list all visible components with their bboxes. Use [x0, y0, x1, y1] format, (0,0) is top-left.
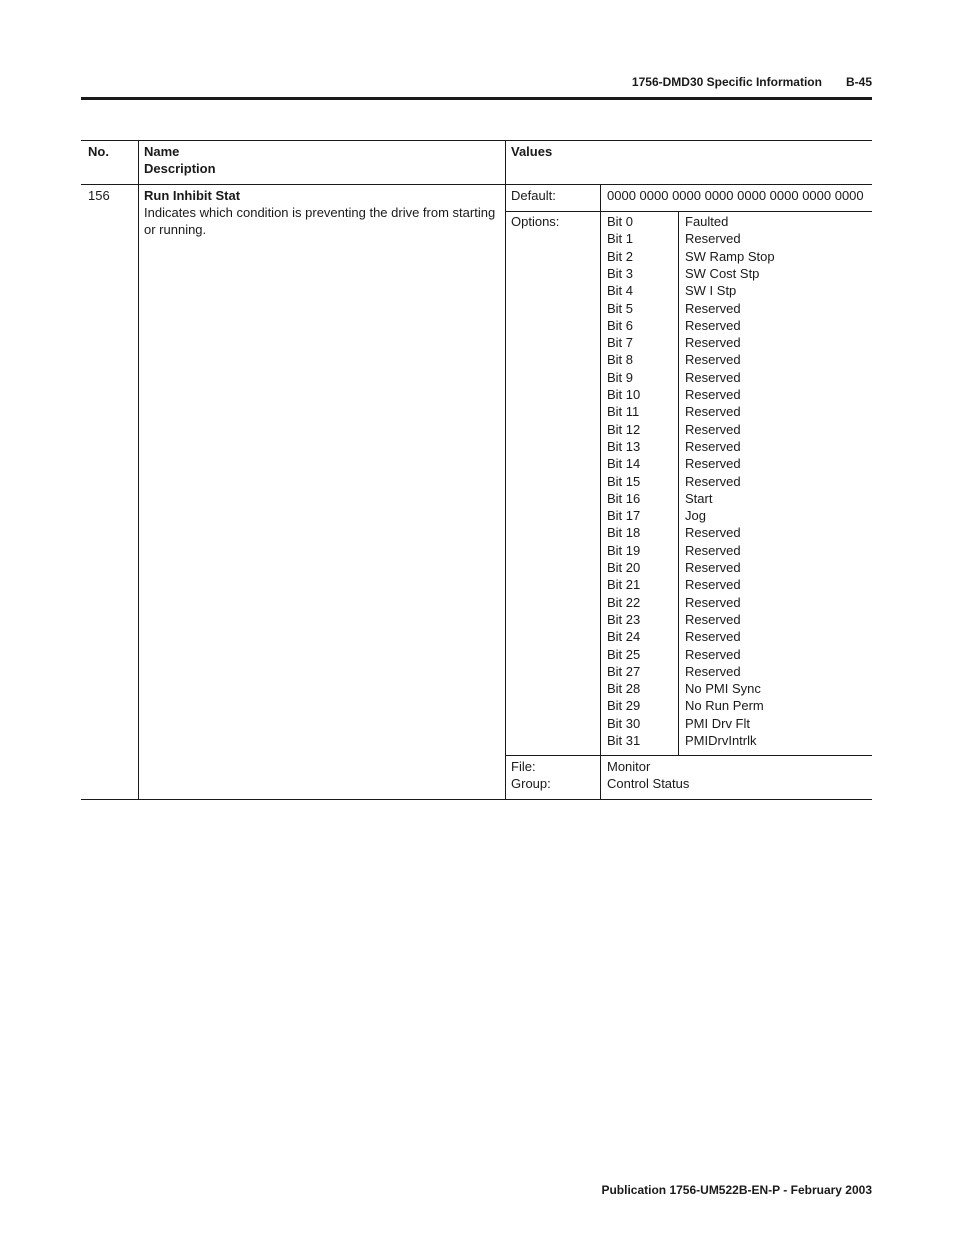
- option-bit: Bit 4: [607, 283, 634, 299]
- option-row: [607, 715, 879, 732]
- option-name: PMIDrvIntrlk: [685, 733, 757, 748]
- publication-footer: Publication 1756-UM522B-EN-P - February 2003: [601, 1183, 872, 1197]
- group-label: Group:: [511, 776, 551, 791]
- option-row: [607, 213, 879, 230]
- option-name: Reserved: [685, 594, 741, 610]
- page-number: B-45: [845, 75, 872, 89]
- option-row: [607, 542, 879, 559]
- option-name: Reserved: [685, 663, 741, 679]
- option-name: Reserved: [685, 577, 741, 593]
- option-bit: Bit 7: [607, 335, 634, 351]
- file-label: File:: [511, 759, 536, 774]
- option-row: [607, 663, 879, 680]
- option-name: No Run Perm: [685, 698, 764, 714]
- option-bit: Bit 9: [607, 369, 634, 385]
- col-divider-values: [600, 184, 601, 800]
- file-value: Monitor: [607, 759, 651, 774]
- option-name: Reserved: [685, 421, 741, 437]
- option-row: [607, 559, 879, 576]
- option-bit: Bit 23: [607, 611, 641, 627]
- option-bit: Bit 30: [607, 715, 641, 731]
- option-row: [607, 507, 879, 524]
- group-value: Control Status: [607, 776, 690, 791]
- option-row: [607, 576, 879, 593]
- option-bit: Bit 19: [607, 542, 641, 558]
- option-bit: Bit 20: [607, 560, 641, 575]
- column-header-description: Description: [144, 161, 216, 176]
- option-row: [607, 455, 879, 472]
- table-bottom-border: [81, 799, 872, 800]
- option-row: [607, 282, 879, 299]
- option-bit: Bit 1: [607, 231, 634, 247]
- header-title: 1756-DMD30 Specific Information: [631, 75, 822, 89]
- option-bit: Bit 2: [607, 248, 634, 264]
- option-row: [607, 421, 879, 438]
- option-row: [607, 438, 879, 455]
- option-row: [607, 386, 879, 403]
- column-header-values: Values: [511, 144, 553, 159]
- options-list: [607, 213, 872, 753]
- option-bit: Bit 5: [607, 300, 634, 316]
- option-bit: Bit 21: [607, 577, 641, 593]
- option-bit: Bit 27: [607, 663, 641, 679]
- option-bit: Bit 18: [607, 525, 641, 541]
- option-name: Reserved: [685, 542, 741, 558]
- option-bit: Bit 12: [607, 421, 641, 437]
- default-row-border: [505, 211, 872, 212]
- option-bit: Bit 16: [607, 490, 641, 506]
- options-label: Options:: [511, 214, 560, 229]
- option-name: SW Cost Stp: [685, 265, 760, 281]
- option-row: [607, 334, 879, 351]
- option-name: PMI Drv Flt: [685, 715, 750, 731]
- option-row: [607, 473, 879, 490]
- option-row: [607, 230, 879, 247]
- options-row-border: [505, 755, 872, 756]
- option-bit: Bit 0: [607, 214, 634, 229]
- table-top-border: [81, 140, 872, 141]
- option-name: SW Ramp Stop: [685, 248, 775, 264]
- option-name: Reserved: [685, 473, 741, 489]
- header-row-border: [81, 184, 872, 185]
- option-row: [607, 300, 879, 317]
- option-bit: Bit 15: [607, 473, 641, 489]
- option-name: Reserved: [685, 646, 741, 662]
- option-name: Reserved: [685, 438, 741, 454]
- option-row: [607, 369, 879, 386]
- option-bit: Bit 17: [607, 508, 641, 524]
- option-name: Reserved: [685, 560, 741, 575]
- option-row: [607, 594, 879, 611]
- option-bit: Bit 25: [607, 646, 641, 662]
- option-row: [607, 490, 879, 507]
- option-bit: Bit 10: [607, 387, 641, 402]
- col-divider-no: [138, 140, 139, 800]
- option-name: Jog: [685, 508, 706, 524]
- option-bit: Bit 28: [607, 681, 641, 697]
- option-name: No PMI Sync: [685, 681, 761, 697]
- option-name: Reserved: [685, 525, 741, 541]
- option-name: Reserved: [685, 335, 741, 351]
- option-name: Reserved: [685, 404, 741, 420]
- col-divider-name: [505, 140, 506, 800]
- option-name: Reserved: [685, 317, 741, 333]
- parameter-number: 156: [88, 188, 110, 203]
- option-bit: Bit 29: [607, 698, 641, 714]
- option-name: Reserved: [685, 456, 741, 472]
- option-name: Start: [685, 490, 713, 506]
- option-name: Reserved: [685, 629, 741, 645]
- option-bit: Bit 22: [607, 594, 641, 610]
- option-name: Reserved: [685, 611, 741, 627]
- option-name: Reserved: [685, 231, 741, 247]
- running-header: [81, 75, 872, 89]
- option-row: [607, 628, 879, 645]
- default-label: Default:: [511, 188, 556, 203]
- option-row: [607, 351, 879, 368]
- parameter-name: Run Inhibit Stat: [144, 188, 241, 203]
- option-bit: Bit 14: [607, 456, 641, 472]
- option-row: [607, 697, 879, 714]
- option-row: [607, 732, 879, 749]
- option-row: [607, 680, 879, 697]
- option-bit: Bit 13: [607, 438, 641, 454]
- header-rule: [81, 97, 872, 100]
- option-row: [607, 248, 879, 265]
- option-name: Reserved: [685, 387, 741, 402]
- option-row: [607, 265, 879, 282]
- option-bit: Bit 31: [607, 733, 641, 748]
- option-name: Reserved: [685, 369, 741, 385]
- option-bit: Bit 24: [607, 629, 641, 645]
- option-bit: Bit 11: [607, 404, 640, 420]
- option-row: [607, 646, 879, 663]
- option-row: [607, 403, 879, 420]
- parameter-table: [81, 140, 872, 800]
- option-name: SW I Stp: [685, 283, 737, 299]
- option-row: [607, 524, 879, 541]
- option-name: Reserved: [685, 352, 741, 368]
- column-header-no: No.: [88, 144, 109, 159]
- option-name: Reserved: [685, 300, 741, 316]
- parameter-description: Indicates which condition is preventing the drive from starting or running.: [144, 205, 496, 237]
- column-header-name: Name: [144, 144, 180, 159]
- option-row: [607, 317, 879, 334]
- option-name: Faulted: [685, 214, 729, 229]
- option-bit: Bit 8: [607, 352, 634, 368]
- option-row: [607, 611, 879, 628]
- option-bit: Bit 6: [607, 317, 634, 333]
- option-bit: Bit 3: [607, 265, 634, 281]
- default-value: 0000 0000 0000 0000 0000 0000 0000 0000: [607, 188, 864, 203]
